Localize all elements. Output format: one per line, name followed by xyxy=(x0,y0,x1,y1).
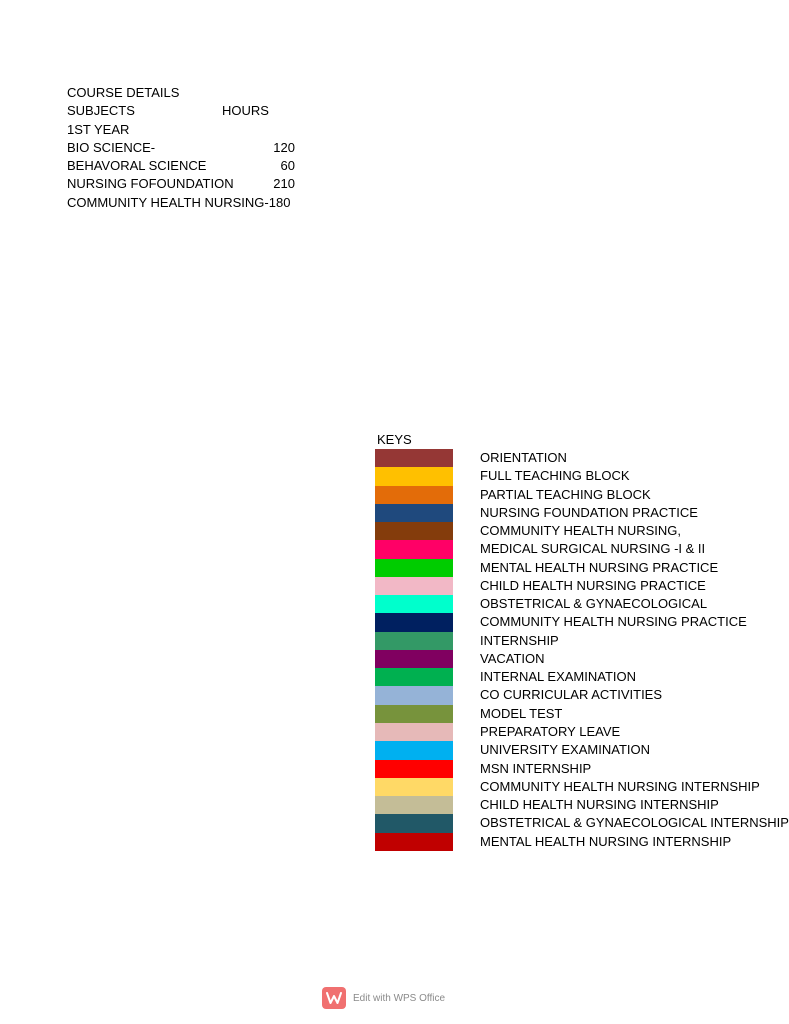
key-label: UNIVERSITY EXAMINATION xyxy=(480,742,650,758)
course-row xyxy=(67,139,307,157)
key-color-swatch xyxy=(375,632,453,650)
key-color-swatch xyxy=(375,522,453,540)
key-label: OBSTETRICAL & GYNAECOLOGICAL INTERNSHIP xyxy=(480,815,789,831)
key-label: OBSTETRICAL & GYNAECOLOGICAL xyxy=(480,596,708,612)
key-color-swatch xyxy=(375,778,453,796)
subject-name: BEHAVORAL SCIENCE xyxy=(67,158,207,174)
key-label: MENTAL HEALTH NURSING INTERNSHIP xyxy=(480,833,732,849)
key-label: CO CURRICULAR ACTIVITIES xyxy=(480,687,663,703)
key-label: MENTAL HEALTH NURSING PRACTICE xyxy=(480,559,719,575)
key-row xyxy=(375,467,682,485)
key-row xyxy=(375,833,732,851)
key-label: VACATION xyxy=(480,650,545,666)
key-label: COMMUNITY HEALTH NURSING PRACTICE xyxy=(480,614,747,630)
key-row xyxy=(375,504,698,522)
subject-name-with-hours: COMMUNITY HEALTH NURSING-180 xyxy=(67,194,291,210)
key-label: CHILD HEALTH NURSING INTERNSHIP xyxy=(480,797,719,813)
subject-hours: 120 xyxy=(273,139,295,155)
key-row xyxy=(375,741,682,759)
subject-hours: 210 xyxy=(273,176,295,192)
wps-w-glyph-icon xyxy=(326,991,342,1005)
subject-name: BIO SCIENCE- xyxy=(67,139,156,155)
key-label: PARTIAL TEACHING BLOCK xyxy=(480,486,651,502)
key-label: MODEL TEST xyxy=(480,705,563,721)
key-label: NURSING FOUNDATION PRACTICE xyxy=(480,504,698,520)
year-label: 1ST YEAR xyxy=(67,121,130,137)
key-row xyxy=(375,796,719,814)
key-color-swatch xyxy=(375,796,453,814)
wps-footer[interactable] xyxy=(322,987,445,1009)
course-details-block xyxy=(67,84,307,212)
key-color-swatch xyxy=(375,686,453,704)
course-last-row xyxy=(67,194,307,212)
key-color-swatch xyxy=(375,540,453,558)
key-label: PREPARATORY LEAVE xyxy=(480,723,621,739)
course-header-row xyxy=(67,102,307,120)
key-row xyxy=(375,650,682,668)
key-color-swatch xyxy=(375,833,453,851)
year-row xyxy=(67,121,307,139)
key-label: COMMUNITY HEALTH NURSING, xyxy=(480,523,682,539)
subject-name: NURSING FOFOUNDATION xyxy=(67,176,234,192)
key-row xyxy=(375,540,706,558)
wps-logo-icon[interactable] xyxy=(322,987,346,1009)
key-label: MSN INTERNSHIP xyxy=(480,760,592,776)
key-label: FULL TEACHING BLOCK xyxy=(480,468,630,484)
keys-title: KEYS xyxy=(377,432,412,447)
course-title: COURSE DETAILS xyxy=(67,85,180,100)
key-list xyxy=(375,449,789,851)
key-row xyxy=(375,486,682,504)
key-color-swatch xyxy=(375,723,453,741)
key-row xyxy=(375,778,760,796)
key-row xyxy=(375,595,708,613)
key-label: INTERNSHIP xyxy=(480,632,559,648)
key-label: ORIENTATION xyxy=(480,450,567,465)
subject-hours: 60 xyxy=(280,158,295,174)
key-label: COMMUNITY HEALTH NURSING INTERNSHIP xyxy=(480,778,760,794)
key-row xyxy=(375,668,682,686)
key-color-swatch xyxy=(375,613,453,631)
key-color-swatch xyxy=(375,486,453,504)
key-color-swatch xyxy=(375,705,453,723)
key-row xyxy=(375,577,706,595)
key-row xyxy=(375,632,682,650)
key-color-swatch xyxy=(375,467,453,485)
key-row xyxy=(375,613,747,631)
subjects-header: SUBJECTS xyxy=(67,103,135,119)
course-title-row xyxy=(67,84,307,102)
course-row xyxy=(67,175,307,193)
wps-edit-link[interactable]: Edit with WPS Office xyxy=(353,992,446,1004)
key-color-swatch xyxy=(375,650,453,668)
key-row xyxy=(375,522,682,540)
key-color-swatch xyxy=(375,449,453,467)
key-color-swatch xyxy=(375,814,453,832)
course-row xyxy=(67,157,307,175)
keys-legend xyxy=(375,430,789,851)
hours-header: HOURS xyxy=(222,103,269,119)
key-row xyxy=(375,723,682,741)
key-label: MEDICAL SURGICAL NURSING -I & II xyxy=(480,541,706,557)
key-color-swatch xyxy=(375,668,453,686)
key-row xyxy=(375,760,682,778)
key-color-swatch xyxy=(375,760,453,778)
key-row xyxy=(375,705,682,723)
key-row xyxy=(375,814,789,832)
key-row xyxy=(375,449,682,467)
key-color-swatch xyxy=(375,504,453,522)
key-color-swatch xyxy=(375,559,453,577)
key-row xyxy=(375,559,719,577)
key-row xyxy=(375,686,682,704)
key-label: CHILD HEALTH NURSING PRACTICE xyxy=(480,577,706,593)
key-color-swatch xyxy=(375,577,453,595)
key-color-swatch xyxy=(375,595,453,613)
key-label: INTERNAL EXAMINATION xyxy=(480,669,637,685)
key-color-swatch xyxy=(375,741,453,759)
